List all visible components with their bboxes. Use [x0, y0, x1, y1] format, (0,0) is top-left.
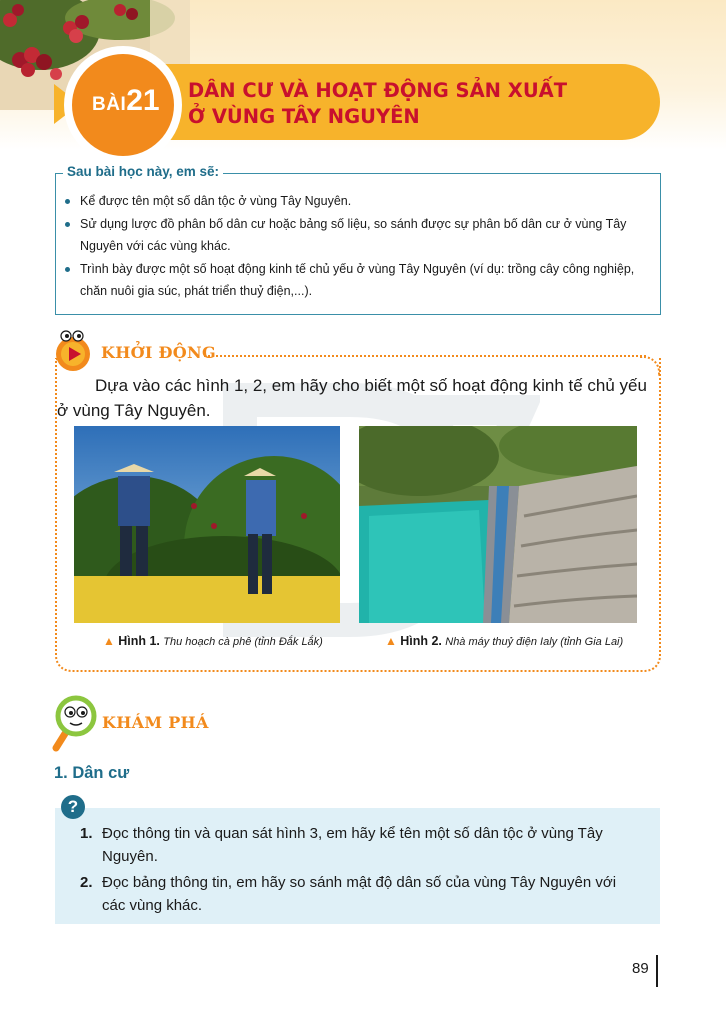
- bullet-icon: [65, 222, 70, 227]
- explore-title: KHÁM PHÁ: [102, 713, 209, 732]
- bullet-icon: [65, 267, 70, 272]
- page-number-bar: [656, 955, 658, 987]
- question-list: [80, 822, 640, 920]
- lesson-title-line1: DÂN CƯ VÀ HOẠT ĐỘNG SẢN XUẤT: [188, 79, 568, 102]
- warmup-title: KHỞI ĐỘNG: [101, 343, 216, 362]
- badge-word: BÀI: [92, 94, 127, 115]
- question-item: 1. Đọc thông tin và quan sát hình 3, em hãy kể tên một số dân tộc ở vùng Tây Nguyên.: [80, 825, 603, 865]
- bullet-icon: [65, 199, 70, 204]
- section-title: 1. Dân cư: [54, 764, 130, 782]
- question-item: 2. Đọc bảng thông tin, em hãy so sánh mật độ dân số của vùng Tây Nguyên với các vùng khác.: [80, 874, 617, 914]
- question-icon: ?: [61, 795, 85, 819]
- objective-item: Sử dụng lược đồ phân bố dân cư hoặc bảng số liệu, so sánh được sự phân bố dân cư ở vùng Tây Nguyên với các vùng khác.: [63, 213, 653, 257]
- figure-1-coffee-harvest-image: [74, 426, 340, 623]
- objective-item: Kể được tên một số dân tộc ở vùng Tây Nguyên.: [63, 190, 653, 212]
- figure-2-caption: ▲ Hình 2. Nhà máy thuỷ điện Ialy (tỉnh Gia Lai): [385, 634, 624, 648]
- warmup-prompt: Dựa vào các hình 1, 2, em hãy cho biết một số hoạt động kinh tế chủ yếu ở vùng Tây Nguyên.: [57, 376, 647, 420]
- lesson-title: [188, 78, 648, 130]
- warmup-divider: [204, 355, 646, 357]
- lesson-badge-text: [92, 84, 160, 118]
- objectives-list: [63, 190, 653, 303]
- figure-2-ialy-hydropower-image: [359, 426, 637, 623]
- objectives-title: Sau bài học này, em sẽ:: [63, 164, 223, 179]
- badge-number: 21: [126, 84, 160, 117]
- triangle-icon: ▲: [385, 634, 397, 648]
- figure-1-caption: ▲ Hình 1. Thu hoạch cà phê (tỉnh Đắk Lắk): [103, 634, 323, 648]
- objective-item: Trình bày được một số hoạt động kinh tế chủ yếu ở vùng Tây Nguyên (ví dụ: trồng cây công nghiệp, chăn nuôi gia súc, phát triển thuỷ điện,...).: [63, 258, 653, 302]
- magnifier-icon: [52, 690, 98, 752]
- lesson-title-line2: Ở VÙNG TÂY NGUYÊN: [188, 105, 420, 128]
- page-number: 89: [632, 960, 649, 977]
- triangle-icon: ▲: [103, 634, 115, 648]
